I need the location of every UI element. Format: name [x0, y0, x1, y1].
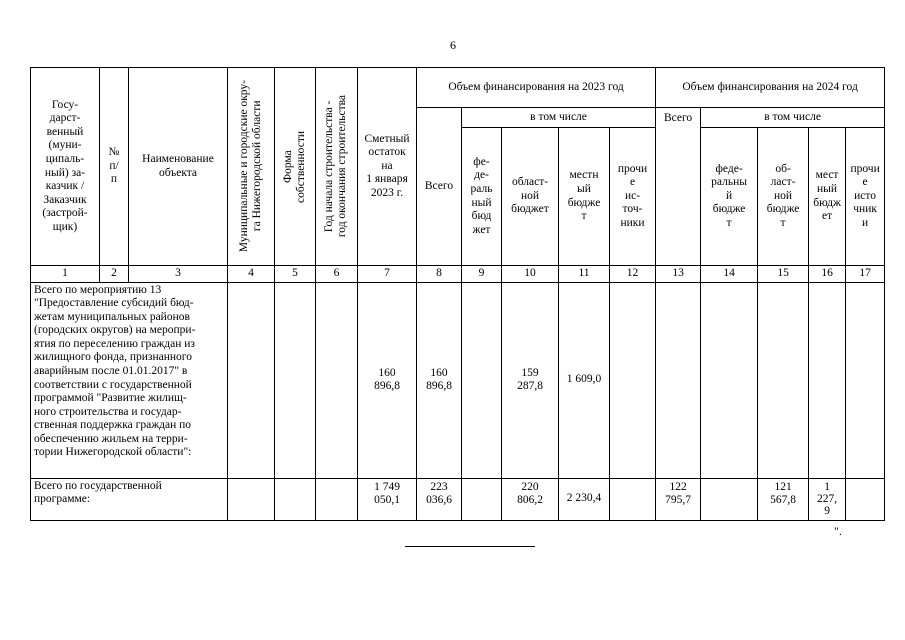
row-ownership — [275, 282, 316, 478]
row-years — [316, 478, 358, 520]
column-number: 3 — [129, 266, 228, 283]
header-federal-2023: фе- де- раль ный бюд жет — [462, 128, 502, 266]
header-federal-2024: феде- ральны й бюдже т — [701, 128, 758, 266]
row-total-2023: 223 036,6 — [417, 478, 462, 520]
row-regional-2024 — [758, 282, 809, 478]
financing-table — [30, 67, 885, 521]
row-regional-2023: 220 806,2 — [502, 478, 559, 520]
row-local-2023: 2 230,4 — [559, 478, 610, 520]
header-fin-2024: Объем финансирования на 2024 год — [656, 68, 885, 108]
column-number: 7 — [358, 266, 417, 283]
row-other-2023 — [610, 478, 656, 520]
row-label: Всего по государственной программе: — [31, 478, 228, 520]
header-regional-2023: област- ной бюджет — [502, 128, 559, 266]
header-fin-2023: Объем финансирования на 2023 год — [417, 68, 656, 108]
column-number: 17 — [846, 266, 885, 283]
header-customer: Госу- дарст- венный (муни- ципаль- ный) за- казчик / Заказчик (застрой- щик) — [31, 68, 100, 266]
header-incl-2023: в том числе — [462, 108, 656, 128]
column-number-row — [31, 266, 885, 283]
row-municipality — [228, 282, 275, 478]
row-federal-2024 — [701, 282, 758, 478]
column-number: 11 — [559, 266, 610, 283]
row-municipality — [228, 478, 275, 520]
row-federal-2023 — [462, 282, 502, 478]
row-ownership — [275, 478, 316, 520]
row-balance: 160 896,8 — [358, 282, 417, 478]
column-number: 12 — [610, 266, 656, 283]
header-years: Год начала строительства - год окончания строительства — [323, 95, 349, 238]
header-regional-2024: об- ласт- ной бюдже т — [758, 128, 809, 266]
header-ownership: Форма собственности — [281, 130, 307, 203]
row-federal-2024 — [701, 478, 758, 520]
column-number: 16 — [809, 266, 846, 283]
row-local-2024: 1 227, 9 — [809, 478, 846, 520]
column-number: 14 — [701, 266, 758, 283]
separator-line — [405, 546, 535, 547]
column-number: 4 — [228, 266, 275, 283]
header-other-2024: прочи е исто чник и — [846, 128, 885, 266]
column-number: 9 — [462, 266, 502, 283]
row-regional-2023: 159 287,8 — [502, 282, 559, 478]
column-number: 1 — [31, 266, 100, 283]
row-balance: 1 749 050,1 — [358, 478, 417, 520]
column-number: 8 — [417, 266, 462, 283]
row-regional-2024: 121 567,8 — [758, 478, 809, 520]
page-number: 6 — [450, 38, 456, 52]
header-municipality-cell — [228, 68, 275, 266]
header-ownership-cell — [275, 68, 316, 266]
row-local-2024 — [809, 282, 846, 478]
header-local-2024: мест ный бюдж ет — [809, 128, 846, 266]
column-number: 5 — [275, 266, 316, 283]
header-object-name: Наименование объекта — [129, 68, 228, 266]
column-number: 13 — [656, 266, 701, 283]
column-number: 6 — [316, 266, 358, 283]
header-incl-2024: в том числе — [701, 108, 885, 128]
closing-quote-mark: ". — [834, 524, 842, 538]
header-municipality: Муниципальные и городские окру- га Нижегородской области — [237, 80, 263, 253]
header-index: № п/ п — [100, 68, 129, 266]
header-total-2023: Всего — [417, 108, 462, 266]
header-total-2024: Всего — [656, 108, 701, 266]
row-total-2024 — [656, 282, 701, 478]
row-total-2024: 122 795,7 — [656, 478, 701, 520]
header-other-2023: прочи е ис- точ- ники — [610, 128, 656, 266]
table-row — [31, 282, 885, 478]
row-label: Всего по мероприятию 13 "Предоставление субсидий бюд- жетам муниципальных районов (городских округов) на меропри- ятия по переселению граждан из жилищного фонда, признанного аварийным после 01.01.2017" в соответствии с государственной программой "Развитие жилищ- ного строительства и государ- ственная поддержка граждан по обеспечению жильем на терри- тории Нижегородской области": — [31, 282, 228, 478]
row-local-2023: 1 609,0 — [559, 282, 610, 478]
header-balance: Сметный остаток на 1 января 2023 г. — [358, 68, 417, 266]
row-other-2024 — [846, 282, 885, 478]
row-other-2023 — [610, 282, 656, 478]
column-number: 15 — [758, 266, 809, 283]
column-number: 10 — [502, 266, 559, 283]
row-total-2023: 160 896,8 — [417, 282, 462, 478]
row-years — [316, 282, 358, 478]
row-federal-2023 — [462, 478, 502, 520]
row-other-2024 — [846, 478, 885, 520]
header-years-cell — [316, 68, 358, 266]
header-local-2023: местн ый бюдже т — [559, 128, 610, 266]
column-number: 2 — [100, 266, 129, 283]
table-row — [31, 478, 885, 520]
